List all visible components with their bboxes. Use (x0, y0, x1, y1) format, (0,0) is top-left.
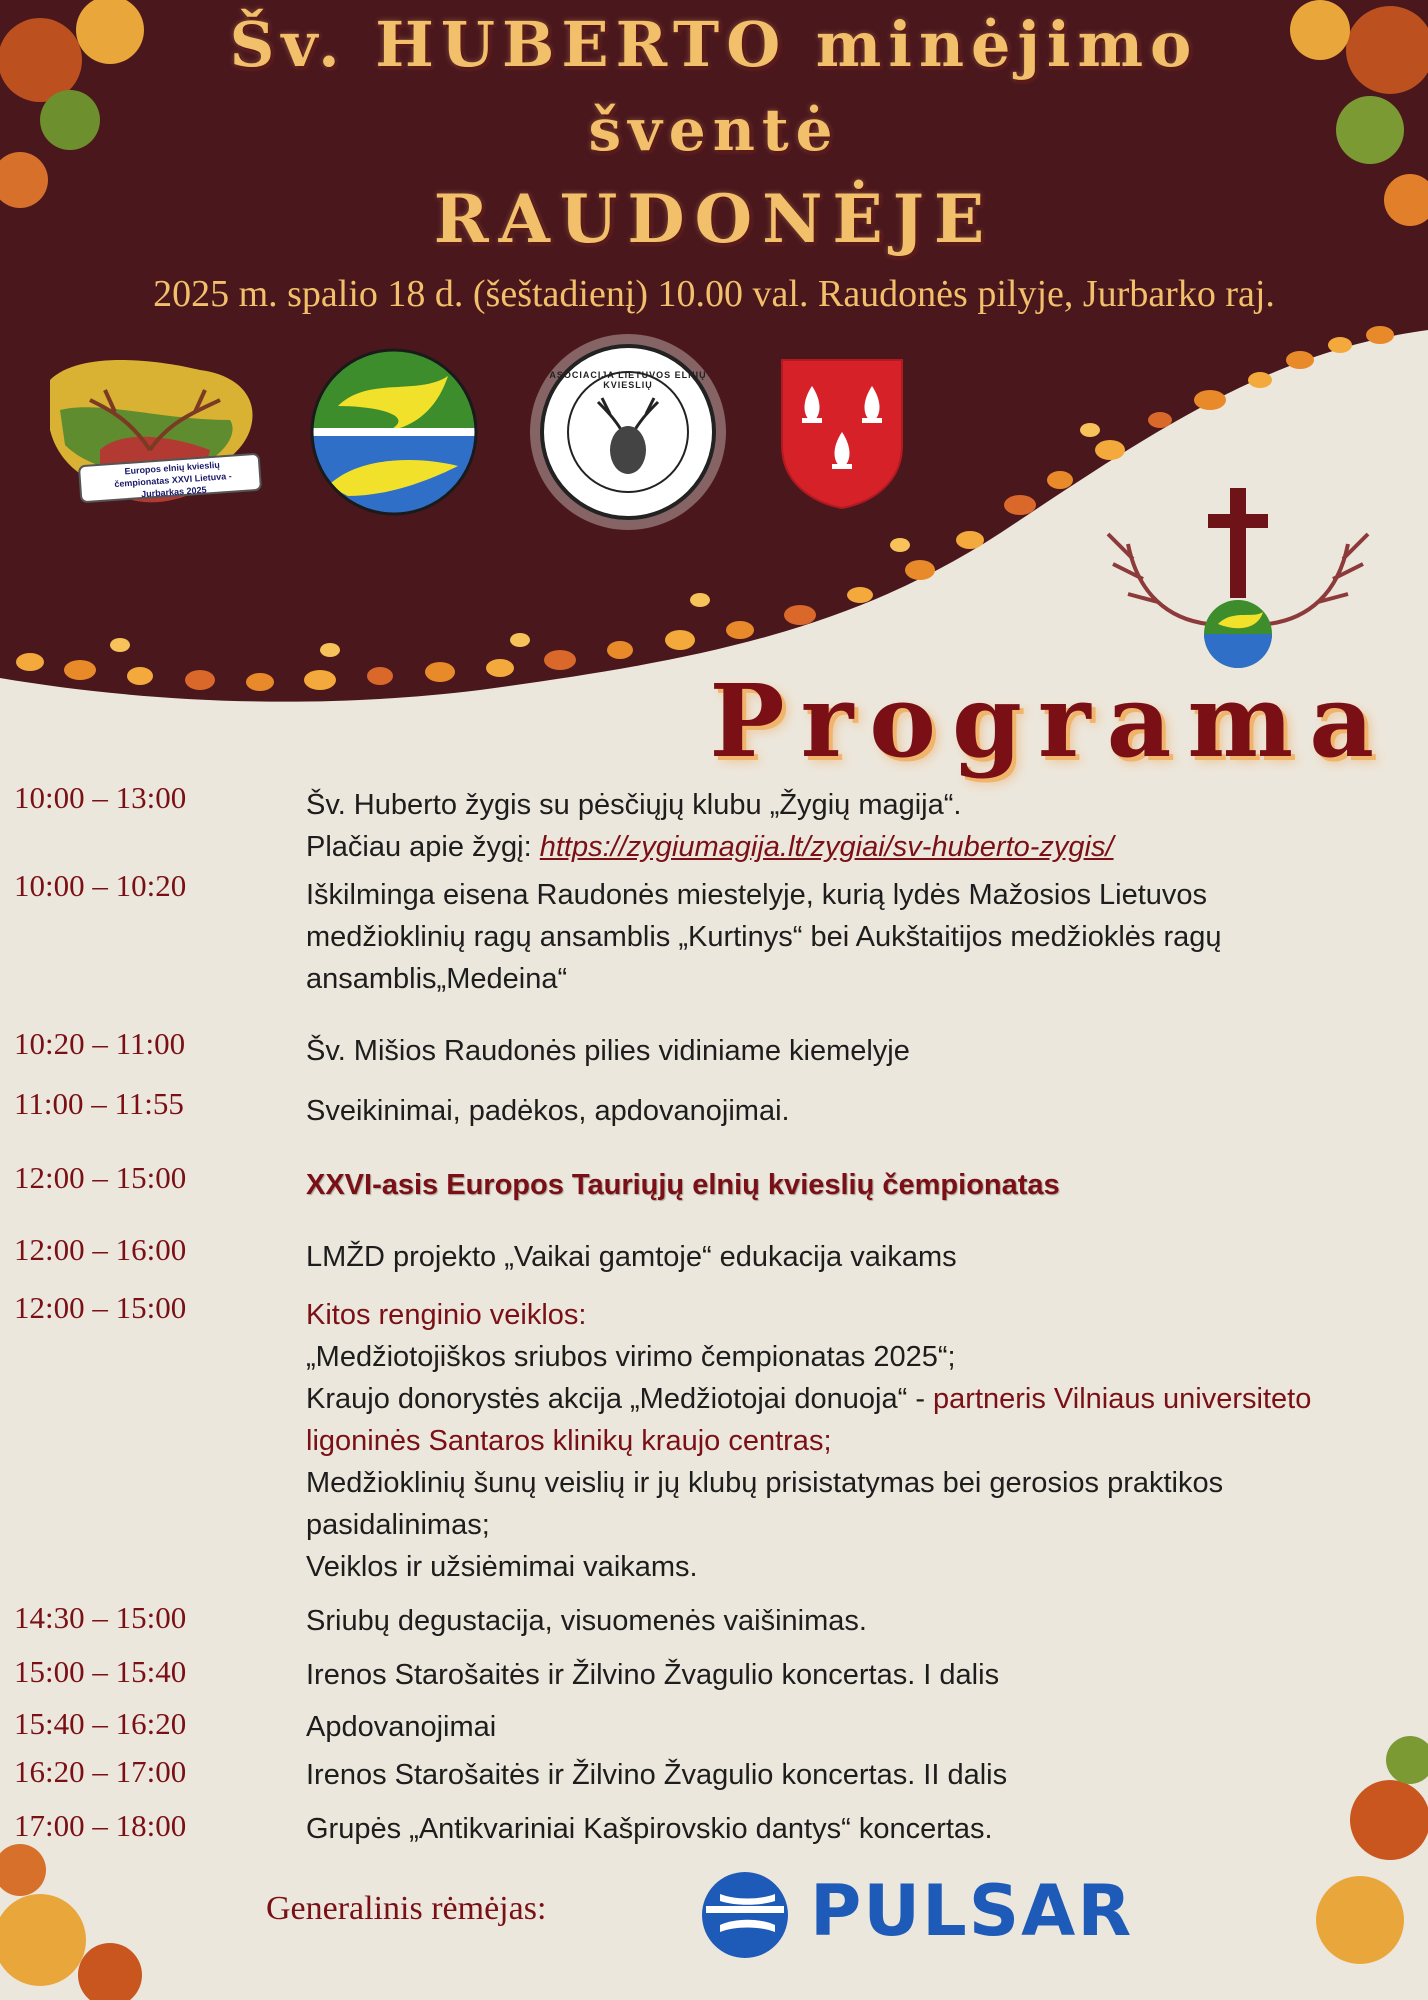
schedule-description (306, 1294, 1416, 1588)
description-text: Sveikinimai, padėkos, apdovanojimai. (306, 1095, 790, 1127)
deer-callers-association-seal (528, 332, 728, 532)
schedule-description (306, 1754, 1416, 1796)
schedule-description (306, 1236, 1416, 1278)
title-line-3: RAUDONĖJE (433, 180, 995, 258)
description-line (306, 1420, 1416, 1462)
description-line (306, 1030, 1416, 1072)
description-line (306, 1164, 1416, 1206)
schedule-description (306, 1654, 1416, 1696)
championship-banner-text: Europos elnių kvieslių čempionatas XXVI Lietuva - Jurbarkas 2025 (114, 459, 232, 500)
description-text: Kraujo donorystės akcija „Medžiotojai donuoja“ - (306, 1383, 934, 1415)
schedule-time: 12:00 – 15:00 (14, 1290, 187, 1325)
description-text: Veiklos ir užsiėmimai vaikams. (306, 1551, 698, 1583)
raudone-coat-of-arms (778, 356, 906, 512)
antlers-cross-icon (1098, 484, 1378, 674)
description-text: Apdovanojimai (306, 1711, 497, 1743)
schedule-time: 14:30 – 15:00 (14, 1600, 187, 1635)
description-line (306, 1706, 1416, 1748)
description-text: „Medžiotojiškos sriubos virimo čempionatas 2025“; (306, 1341, 956, 1373)
event-date-place: 2025 m. spalio 18 d. (šeštadienį) 10.00 val. Raudonės pilyje, Jurbarko raj. (153, 273, 1275, 315)
description-text: Irenos Starošaitės ir Žilvino Žvagulio koncertas. II dalis (306, 1759, 1008, 1791)
description-line (306, 826, 1416, 868)
description-line (306, 1754, 1416, 1796)
description-line (306, 1654, 1416, 1696)
schedule-time: 12:00 – 16:00 (14, 1232, 187, 1267)
schedule-time: 11:00 – 11:55 (14, 1086, 184, 1121)
schedule-description (306, 784, 1416, 868)
description-text: pasidalinimas; (306, 1509, 490, 1541)
partner-text: partneris Vilniaus universiteto (933, 1383, 1312, 1415)
description-line (306, 1090, 1416, 1132)
description-text: Iškilminga eisena Raudonės miestelyje, kurią lydės Mažosios Lietuvos (306, 879, 1208, 911)
seal-text: ASOCIACIJA LIETUVOS ELNIŲ KVIESLIŲ (549, 370, 707, 390)
schedule-time: 16:20 – 17:00 (14, 1754, 187, 1789)
hunting-club-logo (308, 346, 480, 518)
description-text: Grupės „Antikvariniai Kašpirovskio dantys“ koncertas. (306, 1813, 993, 1845)
description-text: LMŽD projekto „Vaikai gamtoje“ edukacija vaikams (306, 1241, 957, 1273)
schedule-description (306, 1600, 1416, 1642)
description-text: Medžioklinių šunų veislių ir jų klubų prisistatymas bei gerosios praktikos (306, 1467, 1224, 1499)
description-line (306, 1294, 1416, 1336)
description-line (306, 1462, 1416, 1504)
description-line (306, 1546, 1416, 1588)
schedule-description (306, 1706, 1416, 1748)
hike-info-link[interactable]: https://zygiumagija.lt/zygiai/sv-huberto-zygis/ (539, 831, 1114, 863)
description-text: Kitos renginio veiklos: (306, 1299, 587, 1331)
description-text: Šv. Huberto žygis su pėsčiųjų klubu „Žygių magija“. (306, 789, 962, 821)
title-line-1: Šv. HUBERTO minėjimo (229, 8, 1199, 81)
schedule-time: 10:20 – 11:00 (14, 1026, 186, 1061)
schedule-description (306, 874, 1416, 1000)
schedule-description (306, 1030, 1416, 1072)
description-line (306, 1236, 1416, 1278)
description-line (306, 916, 1416, 958)
description-line (306, 1600, 1416, 1642)
description-text: ansamblis„Medeina“ (306, 963, 568, 995)
schedule-time: 15:00 – 15:40 (14, 1654, 187, 1689)
schedule-time: 10:00 – 13:00 (14, 780, 187, 815)
schedule-time: 15:40 – 16:20 (14, 1706, 187, 1741)
description-line (306, 874, 1416, 916)
schedule-time: 12:00 – 15:00 (14, 1160, 187, 1195)
description-line (306, 1808, 1416, 1850)
schedule-time: 10:00 – 10:20 (14, 868, 187, 903)
description-text: Irenos Starošaitės ir Žilvino Žvagulio koncertas. I dalis (306, 1659, 1000, 1691)
description-line (306, 1378, 1416, 1420)
description-text: medžioklinių ragų ansamblis „Kurtinys“ bei Aukštaitijos medžioklės ragų (306, 921, 1222, 953)
description-line (306, 784, 1416, 826)
description-line (306, 1504, 1416, 1546)
pulsar-logo-icon (700, 1870, 790, 1960)
schedule-time: 17:00 – 18:00 (14, 1808, 187, 1843)
sponsor-name: PULSAR (810, 1870, 1134, 1952)
championship-logo (40, 340, 265, 520)
title-line-2: šventė (588, 96, 840, 164)
sponsor-label: Generalinis rėmėjas: (266, 1890, 547, 1927)
description-text: XXVI-asis Europos Tauriųjų elnių kvieslių čempionatas (306, 1169, 1060, 1201)
schedule-description (306, 1090, 1416, 1132)
description-text: Sriubų degustacija, visuomenės vaišinimas. (306, 1605, 867, 1637)
schedule-description (306, 1808, 1416, 1850)
description-line (306, 1336, 1416, 1378)
description-text: ligoninės Santaros klinikų kraujo centras; (306, 1425, 832, 1457)
description-line (306, 958, 1416, 1000)
link-prefix: Plačiau apie žygį: (306, 831, 540, 863)
description-text: Šv. Mišios Raudonės pilies vidiniame kiemelyje (306, 1035, 910, 1067)
programa-heading: Programa (709, 662, 1390, 780)
schedule-description (306, 1164, 1416, 1206)
